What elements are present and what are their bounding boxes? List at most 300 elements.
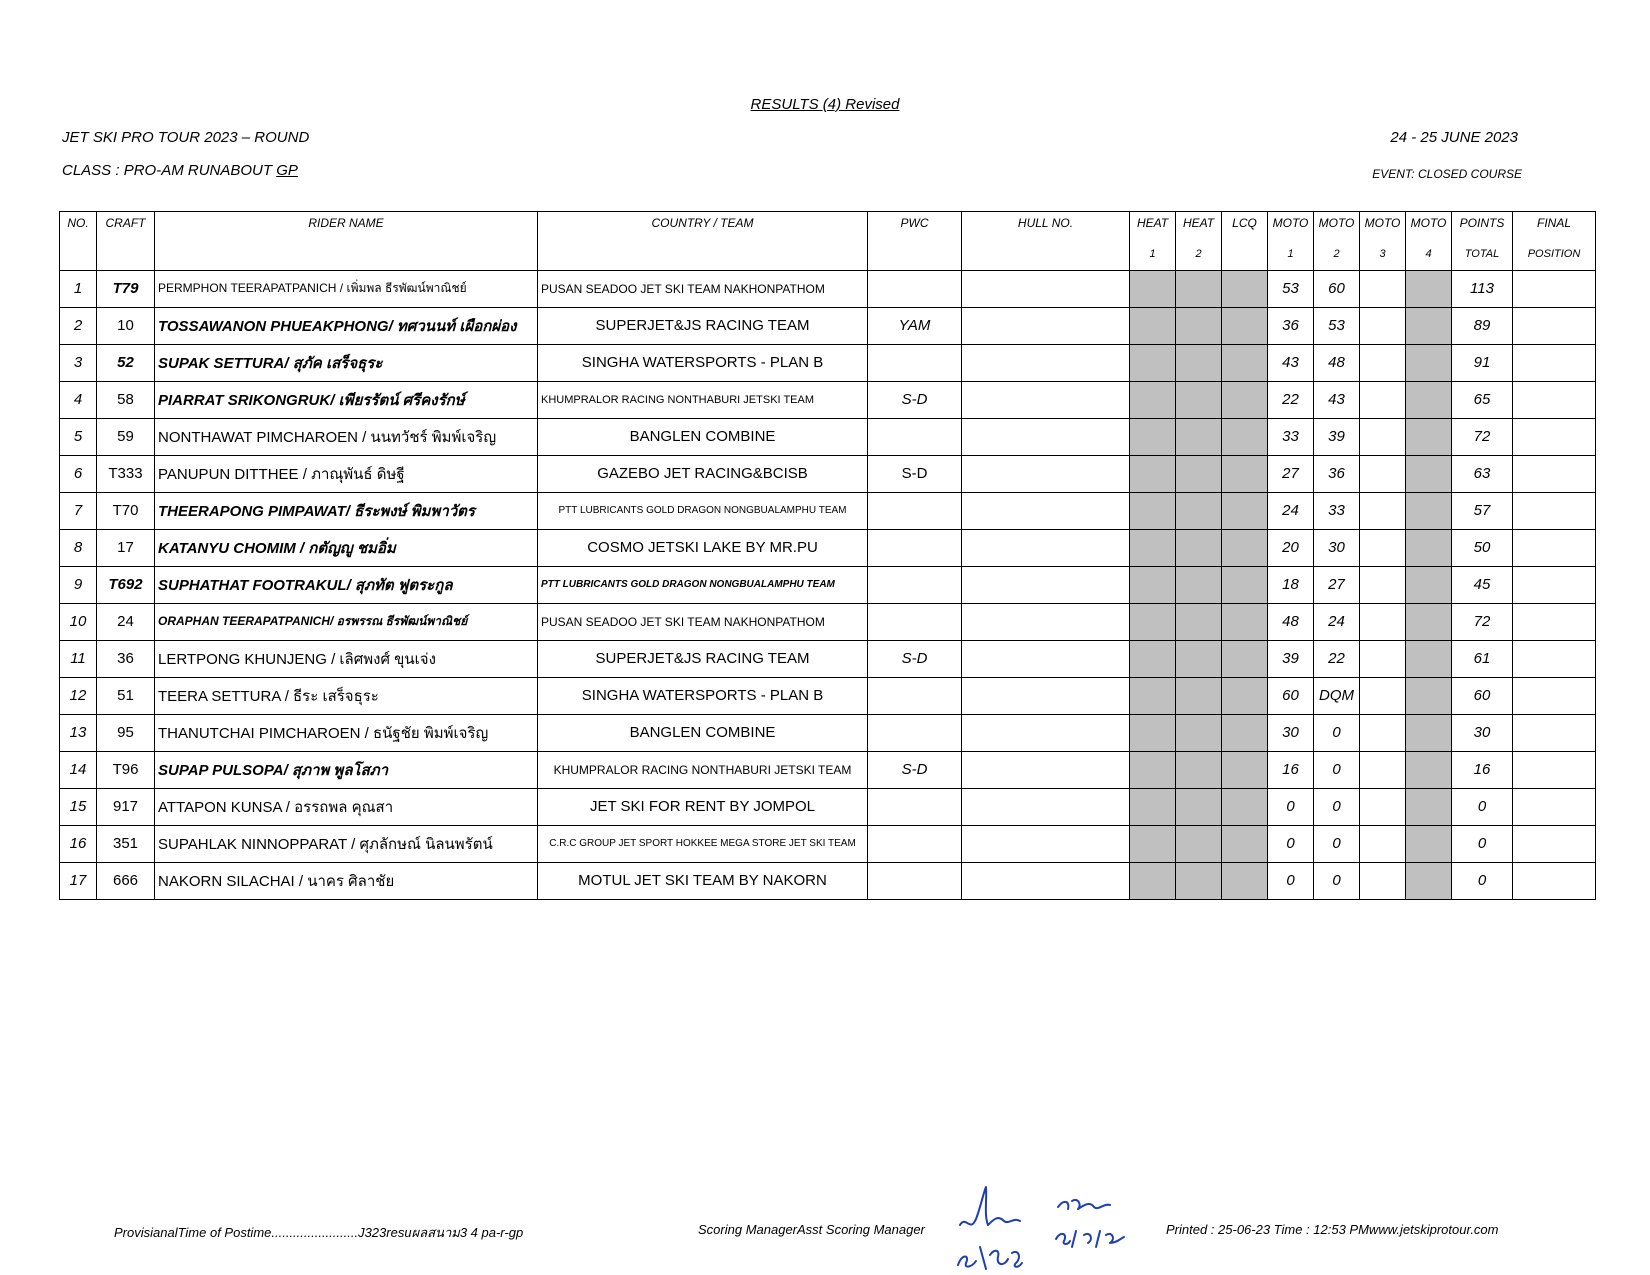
row-moto-4 xyxy=(1406,640,1452,677)
class-label: CLASS : PRO-AM RUNABOUT xyxy=(62,162,277,179)
header-moto-4-num: 4 xyxy=(1406,239,1452,271)
row-pwc: S-D xyxy=(868,640,962,677)
row-no: 8 xyxy=(60,529,97,566)
handwritten-signature-icon xyxy=(948,1185,1158,1275)
row-craft: 666 xyxy=(97,862,155,899)
row-lcq xyxy=(1222,751,1268,788)
table-row xyxy=(60,492,1596,529)
row-moto-1: 30 xyxy=(1268,714,1314,751)
row-final-position xyxy=(1513,640,1596,677)
row-moto-3 xyxy=(1360,344,1406,381)
row-no: 15 xyxy=(60,788,97,825)
footer-provisional-time: ProvisianalTime of Postime........................J323resuผลสนาม3 4 pa-r-gp xyxy=(114,1225,524,1240)
row-moto-2: 33 xyxy=(1314,492,1360,529)
row-pwc: S-D xyxy=(868,455,962,492)
row-heat-1 xyxy=(1130,788,1176,825)
row-moto-3 xyxy=(1360,529,1406,566)
header-points-total: TOTAL xyxy=(1452,239,1513,271)
row-points-total: 63 xyxy=(1452,455,1513,492)
results-title: RESULTS (4) Revised xyxy=(750,96,900,113)
row-moto-1: 0 xyxy=(1268,825,1314,862)
row-points-total: 72 xyxy=(1452,603,1513,640)
row-hull xyxy=(962,381,1130,418)
row-moto-4 xyxy=(1406,455,1452,492)
row-moto-3 xyxy=(1360,603,1406,640)
row-lcq xyxy=(1222,344,1268,381)
row-moto-3 xyxy=(1360,640,1406,677)
row-craft: T692 xyxy=(97,566,155,603)
row-moto-2: DQM xyxy=(1314,677,1360,714)
row-team: PTT LUBRICANTS GOLD DRAGON NONGBUALAMPHU TEAM xyxy=(538,566,868,603)
row-team: SINGHA WATERSPORTS - PLAN B xyxy=(538,677,868,714)
header-lcq: LCQ xyxy=(1222,212,1268,271)
row-final-position xyxy=(1513,529,1596,566)
row-points-total: 60 xyxy=(1452,677,1513,714)
row-hull xyxy=(962,788,1130,825)
row-points-total: 91 xyxy=(1452,344,1513,381)
row-no: 13 xyxy=(60,714,97,751)
header-country-team: COUNTRY / TEAM xyxy=(538,212,868,271)
row-lcq xyxy=(1222,270,1268,307)
row-craft: T79 xyxy=(97,270,155,307)
row-points-total: 50 xyxy=(1452,529,1513,566)
row-craft: 58 xyxy=(97,381,155,418)
table-row xyxy=(60,640,1596,677)
row-pwc xyxy=(868,825,962,862)
row-rider-name: TEERA SETTURA / ธีระ เสร็จธุระ xyxy=(155,677,538,714)
table-row xyxy=(60,862,1596,899)
row-moto-1: 39 xyxy=(1268,640,1314,677)
row-craft: 17 xyxy=(97,529,155,566)
row-moto-1: 48 xyxy=(1268,603,1314,640)
header-heat-2-num: 2 xyxy=(1176,239,1222,271)
row-pwc xyxy=(868,270,962,307)
row-craft: 917 xyxy=(97,788,155,825)
header-moto-4: MOTO xyxy=(1406,212,1452,239)
row-heat-1 xyxy=(1130,307,1176,344)
row-pwc: S-D xyxy=(868,381,962,418)
row-moto-3 xyxy=(1360,825,1406,862)
table-row xyxy=(60,455,1596,492)
row-hull xyxy=(962,270,1130,307)
row-hull xyxy=(962,455,1130,492)
table-row xyxy=(60,677,1596,714)
row-lcq xyxy=(1222,677,1268,714)
row-lcq xyxy=(1222,381,1268,418)
row-heat-2 xyxy=(1176,825,1222,862)
row-moto-3 xyxy=(1360,751,1406,788)
row-hull xyxy=(962,751,1130,788)
row-heat-2 xyxy=(1176,677,1222,714)
row-final-position xyxy=(1513,788,1596,825)
row-heat-1 xyxy=(1130,492,1176,529)
row-hull xyxy=(962,307,1130,344)
row-final-position xyxy=(1513,862,1596,899)
row-moto-2: 36 xyxy=(1314,455,1360,492)
header-moto-3: MOTO xyxy=(1360,212,1406,239)
row-moto-4 xyxy=(1406,344,1452,381)
table-row xyxy=(60,714,1596,751)
row-team: GAZEBO JET RACING&BCISB xyxy=(538,455,868,492)
row-no: 7 xyxy=(60,492,97,529)
row-heat-1 xyxy=(1130,344,1176,381)
header-pwc: PWC xyxy=(868,212,962,271)
row-moto-3 xyxy=(1360,788,1406,825)
row-heat-1 xyxy=(1130,381,1176,418)
row-final-position xyxy=(1513,825,1596,862)
row-rider-name: ORAPHAN TEERAPATPANICH/ อรพรรณ ธีรพัฒน์พาณิชย์ xyxy=(155,603,538,640)
row-moto-3 xyxy=(1360,270,1406,307)
row-rider-name: KATANYU CHOMIM / กตัญญู ชมอิ่ม xyxy=(155,529,538,566)
table-row xyxy=(60,529,1596,566)
row-no: 11 xyxy=(60,640,97,677)
row-moto-3 xyxy=(1360,492,1406,529)
header-rider-name: RIDER NAME xyxy=(155,212,538,271)
row-pwc xyxy=(868,714,962,751)
row-no: 3 xyxy=(60,344,97,381)
row-moto-4 xyxy=(1406,603,1452,640)
row-moto-4 xyxy=(1406,307,1452,344)
row-pwc: S-D xyxy=(868,751,962,788)
row-hull xyxy=(962,640,1130,677)
row-pwc xyxy=(868,566,962,603)
row-points-total: 57 xyxy=(1452,492,1513,529)
row-heat-1 xyxy=(1130,714,1176,751)
row-heat-2 xyxy=(1176,566,1222,603)
row-no: 5 xyxy=(60,418,97,455)
row-hull xyxy=(962,418,1130,455)
event-name: JET SKI PRO TOUR 2023 – ROUND xyxy=(62,129,310,146)
row-heat-2 xyxy=(1176,344,1222,381)
row-pwc xyxy=(868,862,962,899)
row-heat-1 xyxy=(1130,529,1176,566)
row-hull xyxy=(962,677,1130,714)
row-moto-4 xyxy=(1406,751,1452,788)
row-no: 6 xyxy=(60,455,97,492)
row-moto-2: 0 xyxy=(1314,714,1360,751)
row-moto-4 xyxy=(1406,381,1452,418)
row-hull xyxy=(962,529,1130,566)
row-hull xyxy=(962,825,1130,862)
row-heat-1 xyxy=(1130,751,1176,788)
row-hull xyxy=(962,344,1130,381)
header-moto-1-num: 1 xyxy=(1268,239,1314,271)
table-row xyxy=(60,566,1596,603)
row-heat-1 xyxy=(1130,825,1176,862)
row-moto-4 xyxy=(1406,788,1452,825)
row-final-position xyxy=(1513,603,1596,640)
row-heat-2 xyxy=(1176,492,1222,529)
row-moto-2: 0 xyxy=(1314,825,1360,862)
row-craft: T333 xyxy=(97,455,155,492)
row-lcq xyxy=(1222,529,1268,566)
row-moto-3 xyxy=(1360,307,1406,344)
table-row xyxy=(60,751,1596,788)
row-heat-2 xyxy=(1176,418,1222,455)
row-points-total: 0 xyxy=(1452,862,1513,899)
row-points-total: 72 xyxy=(1452,418,1513,455)
header-final-position: POSITION xyxy=(1513,239,1596,271)
row-heat-2 xyxy=(1176,603,1222,640)
row-moto-1: 0 xyxy=(1268,788,1314,825)
row-team: KHUMPRALOR RACING NONTHABURI JETSKI TEAM xyxy=(538,751,868,788)
table-row xyxy=(60,825,1596,862)
row-pwc xyxy=(868,603,962,640)
row-heat-1 xyxy=(1130,455,1176,492)
header-moto-1: MOTO xyxy=(1268,212,1314,239)
row-points-total: 113 xyxy=(1452,270,1513,307)
row-pwc xyxy=(868,418,962,455)
class-line xyxy=(62,162,298,179)
row-heat-1 xyxy=(1130,418,1176,455)
row-moto-2: 30 xyxy=(1314,529,1360,566)
row-moto-2: 22 xyxy=(1314,640,1360,677)
row-lcq xyxy=(1222,492,1268,529)
row-team: MOTUL JET SKI TEAM BY NAKORN xyxy=(538,862,868,899)
row-moto-4 xyxy=(1406,418,1452,455)
row-hull xyxy=(962,714,1130,751)
row-points-total: 0 xyxy=(1452,825,1513,862)
header-no: NO. xyxy=(60,212,97,271)
row-hull xyxy=(962,603,1130,640)
row-moto-1: 27 xyxy=(1268,455,1314,492)
header-hull-no: HULL NO. xyxy=(962,212,1130,271)
row-rider-name: SUPHATHAT FOOTRAKUL/ สุภทัต ฟูตระกูล xyxy=(155,566,538,603)
row-team: SUPERJET&JS RACING TEAM xyxy=(538,307,868,344)
row-moto-1: 33 xyxy=(1268,418,1314,455)
row-no: 10 xyxy=(60,603,97,640)
row-pwc xyxy=(868,529,962,566)
row-heat-2 xyxy=(1176,862,1222,899)
row-lcq xyxy=(1222,825,1268,862)
row-moto-2: 39 xyxy=(1314,418,1360,455)
row-moto-1: 22 xyxy=(1268,381,1314,418)
table-row xyxy=(60,307,1596,344)
row-points-total: 0 xyxy=(1452,788,1513,825)
row-lcq xyxy=(1222,640,1268,677)
row-no: 9 xyxy=(60,566,97,603)
row-moto-1: 0 xyxy=(1268,862,1314,899)
row-heat-2 xyxy=(1176,788,1222,825)
row-no: 16 xyxy=(60,825,97,862)
row-heat-2 xyxy=(1176,270,1222,307)
footer-printed-info: Printed : 25-06-23 Time : 12:53 PMwww.jetskiprotour.com xyxy=(1166,1222,1499,1237)
row-points-total: 89 xyxy=(1452,307,1513,344)
row-points-total: 45 xyxy=(1452,566,1513,603)
row-team: BANGLEN COMBINE xyxy=(538,714,868,751)
row-heat-1 xyxy=(1130,270,1176,307)
row-heat-2 xyxy=(1176,381,1222,418)
row-moto-3 xyxy=(1360,455,1406,492)
row-moto-2: 60 xyxy=(1314,270,1360,307)
row-team: SINGHA WATERSPORTS - PLAN B xyxy=(538,344,868,381)
event-date: 24 - 25 JUNE 2023 xyxy=(1390,129,1518,146)
row-lcq xyxy=(1222,418,1268,455)
header-heat-1: HEAT xyxy=(1130,212,1176,239)
row-heat-1 xyxy=(1130,640,1176,677)
row-final-position xyxy=(1513,677,1596,714)
row-rider-name: LERTPONG KHUNJENG / เลิศพงศ์ ขุนเจ่ง xyxy=(155,640,538,677)
row-moto-3 xyxy=(1360,381,1406,418)
row-craft: T70 xyxy=(97,492,155,529)
row-team: BANGLEN COMBINE xyxy=(538,418,868,455)
row-pwc xyxy=(868,788,962,825)
class-value: GP xyxy=(276,162,298,179)
row-rider-name: SUPAK SETTURA/ สุภัค เสร็จธุระ xyxy=(155,344,538,381)
row-craft: 51 xyxy=(97,677,155,714)
row-hull xyxy=(962,492,1130,529)
row-team: KHUMPRALOR RACING NONTHABURI JETSKI TEAM xyxy=(538,381,868,418)
row-moto-4 xyxy=(1406,825,1452,862)
table-row xyxy=(60,418,1596,455)
row-team: PTT LUBRICANTS GOLD DRAGON NONGBUALAMPHU TEAM xyxy=(538,492,868,529)
row-points-total: 65 xyxy=(1452,381,1513,418)
row-final-position xyxy=(1513,714,1596,751)
row-team: JET SKI FOR RENT BY JOMPOL xyxy=(538,788,868,825)
row-lcq xyxy=(1222,714,1268,751)
row-rider-name: PERMPHON TEERAPATPANICH / เพิ่มพล ธีรพัฒน์พาณิชย์ xyxy=(155,270,538,307)
row-rider-name: ATTAPON KUNSA / อรรถพล คุณสา xyxy=(155,788,538,825)
row-heat-2 xyxy=(1176,714,1222,751)
row-moto-1: 53 xyxy=(1268,270,1314,307)
row-final-position xyxy=(1513,344,1596,381)
row-rider-name: SUPAHLAK NINNOPPARAT / ศุภลักษณ์ นิลนพรัตน์ xyxy=(155,825,538,862)
table-row xyxy=(60,603,1596,640)
row-no: 17 xyxy=(60,862,97,899)
row-rider-name: PANUPUN DITTHEE / ภาณุพันธ์ ดิษฐี xyxy=(155,455,538,492)
row-points-total: 30 xyxy=(1452,714,1513,751)
row-moto-1: 16 xyxy=(1268,751,1314,788)
row-craft: 36 xyxy=(97,640,155,677)
row-rider-name: NAKORN SILACHAI / นาคร ศิลาชัย xyxy=(155,862,538,899)
row-final-position xyxy=(1513,307,1596,344)
row-craft: 95 xyxy=(97,714,155,751)
row-hull xyxy=(962,862,1130,899)
row-moto-4 xyxy=(1406,529,1452,566)
row-moto-4 xyxy=(1406,566,1452,603)
header-points: POINTS xyxy=(1452,212,1513,239)
row-moto-4 xyxy=(1406,677,1452,714)
row-lcq xyxy=(1222,862,1268,899)
row-moto-4 xyxy=(1406,714,1452,751)
row-lcq xyxy=(1222,566,1268,603)
row-craft: 24 xyxy=(97,603,155,640)
row-craft: 10 xyxy=(97,307,155,344)
row-craft: 52 xyxy=(97,344,155,381)
row-lcq xyxy=(1222,603,1268,640)
row-no: 14 xyxy=(60,751,97,788)
row-lcq xyxy=(1222,788,1268,825)
row-lcq xyxy=(1222,307,1268,344)
row-final-position xyxy=(1513,566,1596,603)
row-moto-3 xyxy=(1360,418,1406,455)
row-moto-3 xyxy=(1360,677,1406,714)
row-moto-1: 43 xyxy=(1268,344,1314,381)
row-rider-name: THEERAPONG PIMPAWAT/ ธีระพงษ์ พิมพาวัตร xyxy=(155,492,538,529)
row-moto-1: 60 xyxy=(1268,677,1314,714)
row-team: SUPERJET&JS RACING TEAM xyxy=(538,640,868,677)
row-heat-1 xyxy=(1130,566,1176,603)
row-heat-2 xyxy=(1176,640,1222,677)
row-moto-2: 43 xyxy=(1314,381,1360,418)
header-moto-2: MOTO xyxy=(1314,212,1360,239)
row-moto-2: 27 xyxy=(1314,566,1360,603)
table-row xyxy=(60,788,1596,825)
header-final: FINAL xyxy=(1513,212,1596,239)
row-final-position xyxy=(1513,381,1596,418)
row-moto-3 xyxy=(1360,714,1406,751)
header-moto-2-num: 2 xyxy=(1314,239,1360,271)
row-rider-name: PIARRAT SRIKONGRUK/ เพียรรัตน์ ศรีคงรักษ์ xyxy=(155,381,538,418)
row-heat-2 xyxy=(1176,751,1222,788)
row-moto-1: 20 xyxy=(1268,529,1314,566)
row-craft: 351 xyxy=(97,825,155,862)
table-row xyxy=(60,270,1596,307)
row-rider-name: THANUTCHAI PIMCHAROEN / ธนัฐชัย พิมพ์เจริญ xyxy=(155,714,538,751)
row-heat-2 xyxy=(1176,529,1222,566)
row-moto-1: 24 xyxy=(1268,492,1314,529)
row-moto-4 xyxy=(1406,492,1452,529)
row-no: 1 xyxy=(60,270,97,307)
row-heat-2 xyxy=(1176,307,1222,344)
row-pwc: YAM xyxy=(868,307,962,344)
row-rider-name: NONTHAWAT PIMCHAROEN / นนทวัชร์ พิมพ์เจริญ xyxy=(155,418,538,455)
header-heat-1-num: 1 xyxy=(1130,239,1176,271)
row-craft: 59 xyxy=(97,418,155,455)
row-moto-2: 53 xyxy=(1314,307,1360,344)
row-points-total: 61 xyxy=(1452,640,1513,677)
event-type: EVENT: CLOSED COURSE xyxy=(1372,167,1522,181)
row-moto-2: 24 xyxy=(1314,603,1360,640)
row-team: C.R.C GROUP JET SPORT HOKKEE MEGA STORE JET SKI TEAM xyxy=(538,825,868,862)
row-heat-1 xyxy=(1130,677,1176,714)
row-heat-2 xyxy=(1176,455,1222,492)
row-moto-2: 0 xyxy=(1314,751,1360,788)
row-team: PUSAN SEADOO JET SKI TEAM NAKHONPATHOM xyxy=(538,270,868,307)
row-rider-name: SUPAP PULSOPA/ สุภาพ พูลโสภา xyxy=(155,751,538,788)
row-moto-3 xyxy=(1360,566,1406,603)
row-no: 2 xyxy=(60,307,97,344)
row-moto-4 xyxy=(1406,270,1452,307)
row-moto-2: 48 xyxy=(1314,344,1360,381)
table-row xyxy=(60,344,1596,381)
row-heat-1 xyxy=(1130,862,1176,899)
row-pwc xyxy=(868,344,962,381)
header-craft: CRAFT xyxy=(97,212,155,271)
header-moto-3-num: 3 xyxy=(1360,239,1406,271)
row-moto-3 xyxy=(1360,862,1406,899)
row-final-position xyxy=(1513,418,1596,455)
row-lcq xyxy=(1222,455,1268,492)
row-points-total: 16 xyxy=(1452,751,1513,788)
results-table xyxy=(59,211,1596,900)
row-moto-2: 0 xyxy=(1314,788,1360,825)
footer-scoring-manager: Scoring ManagerAsst Scoring Manager xyxy=(698,1222,925,1237)
row-moto-2: 0 xyxy=(1314,862,1360,899)
row-team: PUSAN SEADOO JET SKI TEAM NAKHONPATHOM xyxy=(538,603,868,640)
row-moto-1: 18 xyxy=(1268,566,1314,603)
row-final-position xyxy=(1513,455,1596,492)
row-pwc xyxy=(868,492,962,529)
row-no: 4 xyxy=(60,381,97,418)
row-heat-1 xyxy=(1130,603,1176,640)
row-pwc xyxy=(868,677,962,714)
table-row xyxy=(60,381,1596,418)
row-moto-4 xyxy=(1406,862,1452,899)
row-final-position xyxy=(1513,270,1596,307)
row-no: 12 xyxy=(60,677,97,714)
header-heat-2: HEAT xyxy=(1176,212,1222,239)
